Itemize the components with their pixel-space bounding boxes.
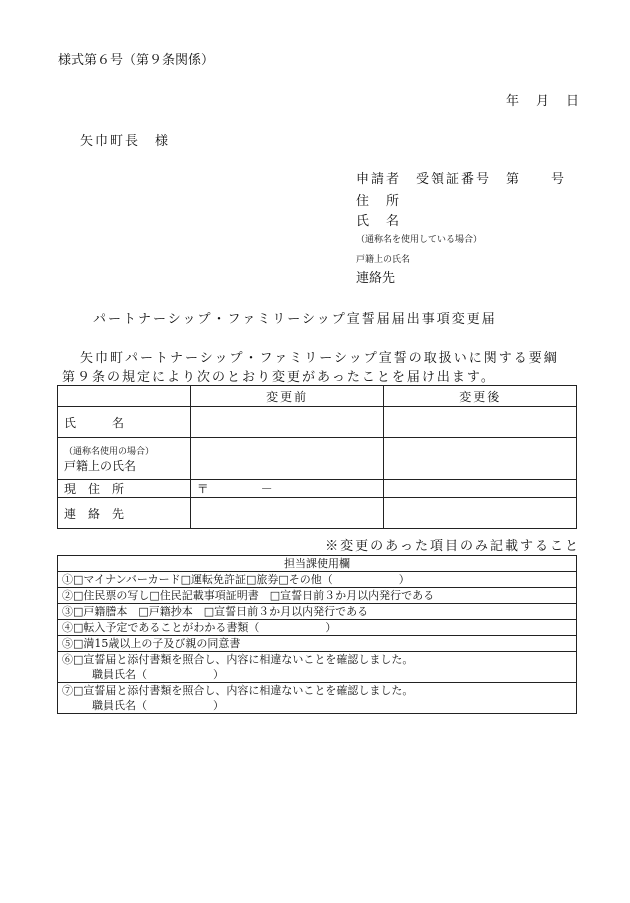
cell-contact-after: [384, 498, 577, 529]
cell-family-before: [190, 438, 384, 480]
table-row-address: [58, 480, 577, 498]
applicant-family-name-label: 戸籍上の氏名: [356, 255, 411, 265]
office-header: 担当課使用欄: [58, 556, 577, 572]
cell-address-before: [190, 480, 384, 498]
label-name: 氏 名: [58, 407, 191, 438]
office-item-5: ⑤□満15歳以上の子及び親の同意書: [58, 636, 577, 652]
label-contact: 連 絡 先: [58, 498, 191, 529]
header-blank: [58, 386, 191, 407]
office-item-3: ③□戸籍謄本 □戸籍抄本 □宣誓日前３か月以内発行である: [58, 604, 577, 620]
label-address: 現 住 所: [58, 480, 191, 498]
postal-mark: 〒: [196, 482, 209, 496]
cell-contact-before: [190, 498, 384, 529]
table-header-row: [58, 386, 577, 407]
header-before: 変更前: [190, 386, 384, 407]
office-item-6: ⑥□宣誓届と添付書類を照合し、内容に相違ないことを確認しました。: [62, 653, 414, 666]
office-item-2: ②□住民票の写し□住民記載事項証明書 □宣誓日前３か月以内発行である: [58, 588, 577, 604]
office-item-7-cell: [58, 683, 577, 714]
cell-name-after: [384, 407, 577, 438]
office-use-table: [57, 555, 577, 714]
office-item-1: ①□マイナンバーカード□運転免許証□旅券□その他（ ）: [58, 572, 577, 588]
cell-name-before: [190, 407, 384, 438]
applicant-address-label: 住 所: [356, 194, 402, 209]
office-staff-name-7: 職員氏名（ ）: [92, 699, 224, 712]
table-row-family-name: [58, 438, 577, 480]
office-staff-name-6: 職員氏名（ ）: [92, 668, 224, 681]
office-item-6-cell: [58, 652, 577, 683]
change-table: [57, 385, 577, 529]
cell-address-after: [384, 480, 577, 498]
table-note: ※変更のあった項目のみ記載すること: [325, 539, 580, 554]
applicant-name-label: 氏 名: [356, 214, 402, 229]
applicant-line: 申請者 受領証番号 第 号: [356, 172, 567, 187]
addressee: 矢巾町長 様: [80, 134, 171, 149]
postal-dash: －: [260, 482, 273, 496]
date-line: 年 月 日: [506, 94, 582, 109]
table-row-name: [58, 407, 577, 438]
office-item-4: ④□転入予定であることがわかる書類（ ）: [58, 620, 577, 636]
office-item-7: ⑦□宣誓届と添付書類を照合し、内容に相違ないことを確認しました。: [62, 684, 414, 697]
table-row-contact: [58, 498, 577, 529]
label-family-name-cell: [58, 438, 191, 480]
header-after: 変更後: [384, 386, 577, 407]
label-family-name: 戸籍上の氏名: [64, 458, 137, 473]
body-line-2: 第９条の規定により次のとおり変更があったことを届け出ます。: [62, 370, 496, 385]
applicant-alias-note: （通称名を使用している場合）: [356, 235, 483, 245]
label-alias-note: （通称名使用の場合）: [64, 446, 155, 457]
document-title: パートナーシップ・ファミリーシップ宣誓届届出事項変更届: [93, 312, 497, 327]
body-line-1: 矢巾町パートナーシップ・ファミリーシップ宣誓の取扱いに関する要綱: [80, 351, 559, 366]
cell-family-after: [384, 438, 577, 480]
form-number: 様式第６号（第９条関係）: [58, 53, 215, 68]
applicant-contact-label: 連絡先: [356, 271, 396, 286]
